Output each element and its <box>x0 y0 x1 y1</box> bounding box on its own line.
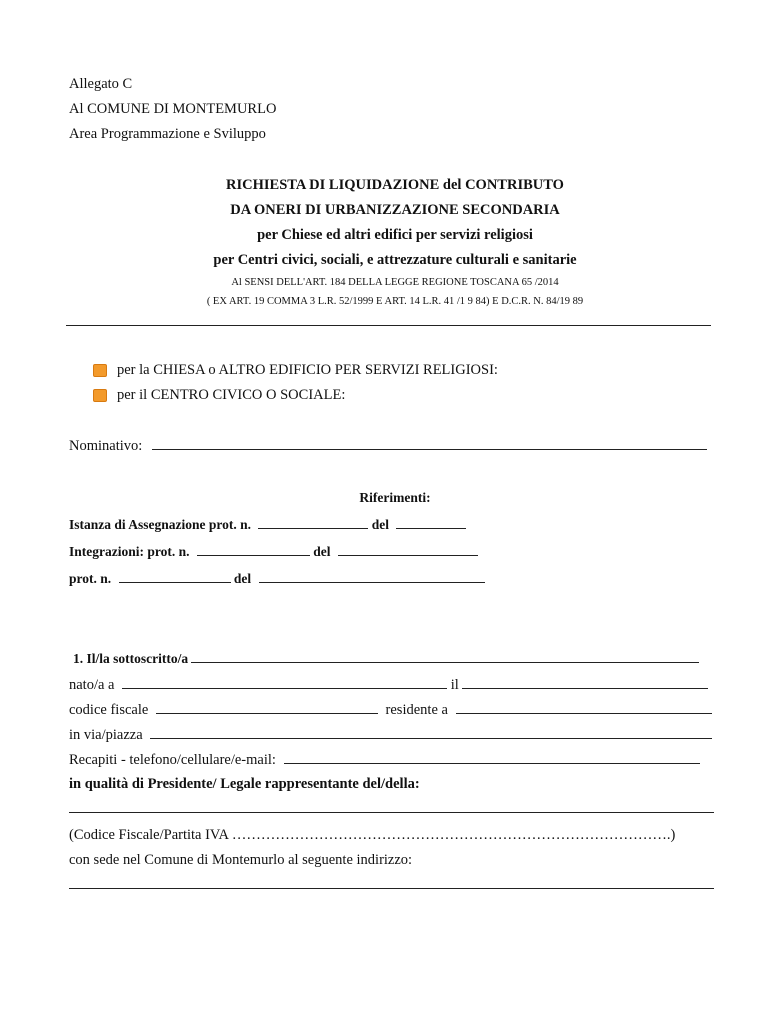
codice-fiscale-label: codice fiscale <box>69 702 149 718</box>
ente-field[interactable] <box>69 800 714 813</box>
prot-field[interactable] <box>119 570 231 583</box>
codice-fiscale-field[interactable] <box>156 701 378 714</box>
title-line-6: ( EX ART. 19 COMMA 3 L.R. 52/1999 E ART. 14 L.R. 41 /1 9 84) E D.C.R. N. 84/19 89 <box>206 296 584 307</box>
prot-label: prot. n. <box>69 571 112 586</box>
nato-label: nato/a a <box>69 677 115 693</box>
residente-label: residente a <box>385 702 448 718</box>
istanza-label: Istanza di Assegnazione prot. n. <box>69 517 252 532</box>
riferimenti-heading: Riferimenti: <box>359 490 431 505</box>
recipient-line: Al COMUNE DI MONTEMURLO <box>69 101 277 117</box>
via-label: in via/piazza <box>69 727 143 743</box>
sottoscritto-label: 1. Il/la sottoscritto/a <box>73 651 189 666</box>
prot-row <box>69 570 485 587</box>
allegato-label: Allegato C <box>69 76 133 92</box>
codice-fiscale-row <box>69 701 712 719</box>
title-line-4: per Centri civici, sociali, e attrezzature culturali e sanitarie <box>213 252 577 268</box>
title-line-5: Al SENSI DELL'ART. 184 DELLA LEGGE REGIONE TOSCANA 65 /2014 <box>231 277 559 288</box>
qualita-label: in qualità di Presidente/ Legale rappresentante del/della: <box>69 776 420 792</box>
nato-row <box>69 676 708 694</box>
recapiti-field[interactable] <box>284 751 700 764</box>
nato-field[interactable] <box>122 676 447 689</box>
istanza-del-label: del <box>371 517 390 532</box>
cf-piva-line: (Codice Fiscale/Partita IVA ……………………………………………………………………………….) <box>69 827 676 843</box>
title-line-2: DA ONERI DI URBANIZZAZIONE SECONDARIA <box>230 202 560 218</box>
option-chiesa-label: per la CHIESA o ALTRO EDIFICIO PER SERVIZI RELIGIOSI: <box>117 362 498 378</box>
istanza-row <box>69 516 466 533</box>
integrazioni-prot-field[interactable] <box>197 543 310 556</box>
via-field[interactable] <box>150 726 712 739</box>
sede-row <box>69 876 714 894</box>
header-divider <box>66 325 711 326</box>
sede-label: con sede nel Comune di Montemurlo al seguente indirizzo: <box>69 852 413 868</box>
via-row <box>69 726 712 744</box>
integrazioni-date-field[interactable] <box>338 543 478 556</box>
nominativo-row <box>69 437 707 455</box>
checkbox-chiesa[interactable] <box>93 364 107 377</box>
checkbox-centro[interactable] <box>93 389 107 402</box>
option-centro-label: per il CENTRO CIVICO O SOCIALE: <box>117 387 346 403</box>
title-line-1: RICHIESTA DI LIQUIDAZIONE del CONTRIBUTO <box>226 177 564 193</box>
nominativo-field[interactable] <box>152 437 707 450</box>
integrazioni-row <box>69 543 478 560</box>
nominativo-label: Nominativo: <box>69 438 143 454</box>
integrazioni-del-label: del <box>313 544 331 559</box>
integrazioni-label: Integrazioni: prot. n. <box>69 544 190 559</box>
prot-del-label: del <box>233 571 252 586</box>
sottoscritto-field[interactable] <box>191 650 699 663</box>
istanza-date-field[interactable] <box>396 516 466 529</box>
residente-field[interactable] <box>456 701 712 714</box>
title-line-3: per Chiese ed altri edifici per servizi religiosi <box>257 227 533 243</box>
istanza-prot-field[interactable] <box>258 516 368 529</box>
il-label: il <box>450 677 459 693</box>
recapiti-row <box>69 751 700 769</box>
area-line: Area Programmazione e Sviluppo <box>69 126 266 142</box>
birth-date-field[interactable] <box>462 676 708 689</box>
prot-date-field[interactable] <box>259 570 485 583</box>
sottoscritto-row <box>73 650 699 667</box>
ente-row <box>69 800 714 818</box>
sede-field[interactable] <box>69 876 714 889</box>
recapiti-label: Recapiti - telefono/cellulare/e-mail: <box>69 752 276 768</box>
